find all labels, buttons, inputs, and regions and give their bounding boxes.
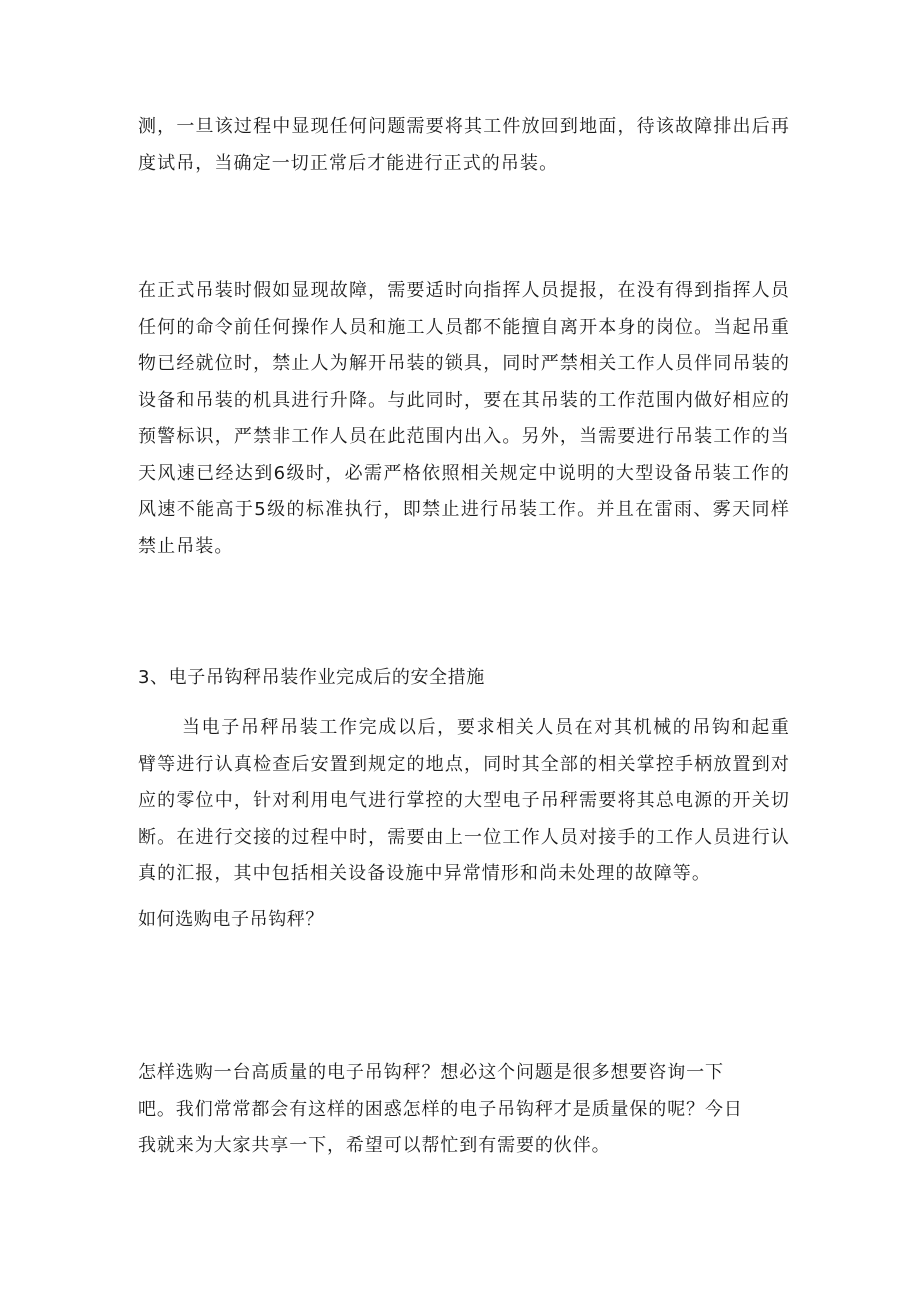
- section-heading-safety-measures: 3、电子吊钩秤吊装作业完成后的安全措施: [138, 667, 485, 688]
- intro-line-1: 怎样选购一台高质量的电子吊钩秤？想必这个问题是很多想要咨询一下: [138, 1062, 724, 1083]
- question-heading-how-to-choose: 如何选购电子吊钩秤？: [138, 909, 324, 930]
- intro-line-2: 吧。我们常常都会有这样的困惑怎样的电子吊钩秤才是质量保的呢？今日: [138, 1098, 743, 1120]
- paragraph-lifting-test: 测，一旦该过程中显现任何问题需要将其工件放回到地面，待该故障排出后再度试吊，当确定一切正常后才能进行正式的吊装。: [138, 116, 790, 174]
- paragraph-selection-intro: [138, 1055, 790, 1165]
- intro-line-3: 我就来为大家共享一下，希望可以帮忙到有需要的伙伴。: [138, 1135, 611, 1156]
- paragraph-post-lifting-measures: 当电子吊秤吊装工作完成以后，要求相关人员在对其机械的吊钩和起重臂等进行认真检查后安置到规定的地点，同时其全部的相关掌控手柄放置到对应的零位中，针对利用电气进行掌控的大型电子吊秤需要将其总电源的开关切断。在进行交接的过程中时，需要由上一位工作人员对接手的工作人员进行认真的汇报，其中包括相关设备设施中异常情形和尚未处理的故障等。: [138, 717, 790, 884]
- paragraph-formal-lifting-rules: 在正式吊装时假如显现故障，需要适时向指挥人员提报，在没有得到指挥人员任何的命令前任何操作人员和施工人员都不能擅自离开本身的岗位。当起吊重物已经就位时，禁止人为解开吊装的锁具，同时严禁相关工作人员伴同吊装的设备和吊装的机具进行升降。与此同时，要在其吊装的工作范围内做好相应的预警标识，严禁非工作人员在此范围内出入。另外，当需要进行吊装工作的当天风速已经达到6级时，必需严格依照相关规定中说明的大型设备吊装工作的风速不能高于5级的标准执行，即禁止进行吊装工作。并且在雷雨、雾天同样禁止吊装。: [138, 280, 790, 557]
